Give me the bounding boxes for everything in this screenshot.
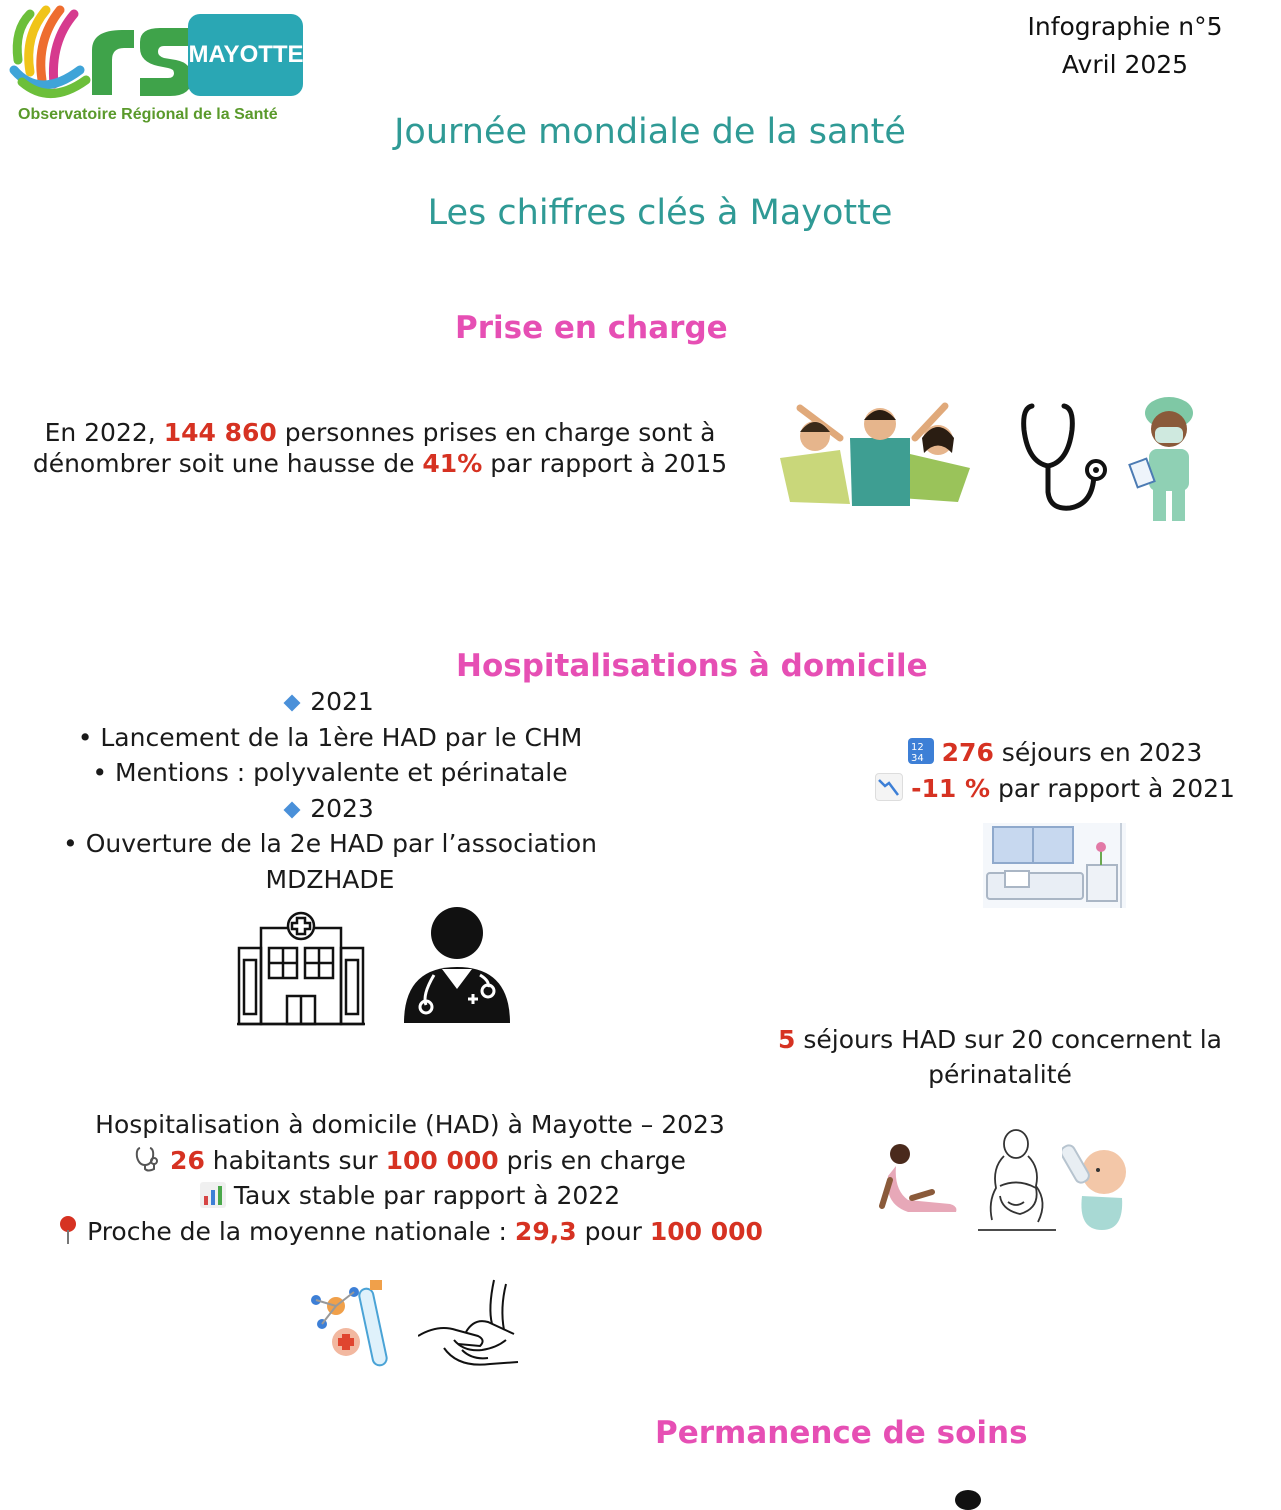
had-key-figures [860,735,1250,807]
text: personnes prises en charge sont à dénombrer soit une hausse de [32,418,716,478]
value-prises-en-charge: 144 860 [163,418,277,447]
had-statistics [40,1107,780,1249]
text: Proche de la moyenne nationale : [87,1216,507,1246]
page-subtitle: Les chiffres clés à Mayotte [427,193,893,233]
text: En 2022, [44,418,156,447]
infographic-info [1000,8,1250,84]
happy-people-icon [770,398,980,508]
value-population: 100 000 [385,1145,499,1175]
value-hausse: 41% [422,449,483,478]
numbers-icon [908,738,934,764]
timeline-item: • Lancement de la 1ère HAD par le CHM [77,722,583,752]
text: pris en charge [506,1145,686,1175]
bar-chart-icon [200,1182,226,1208]
science-icon [308,1278,390,1370]
timeline-item: • Ouverture de la 2e HAD par l’association [63,829,597,858]
pin-icon [57,1215,79,1245]
text: habitants sur [212,1145,378,1175]
stethoscope-icon [134,1145,162,1173]
had-perinatalite [760,1022,1240,1092]
timeline-year: 2021 [310,687,374,716]
text: pour [584,1216,642,1246]
diamond-bullet-icon [284,695,301,712]
yoga-woman-icon [878,1140,960,1220]
logo-subtitle: Observatoire Régional de la Santé [18,106,278,123]
person-icon [955,1490,981,1510]
timeline-year: 2023 [310,793,374,823]
value-moyenne-nationale: 29,3 [514,1216,577,1246]
diamond-bullet-icon [284,801,301,818]
chart-down-icon [875,773,903,801]
nurse-icon [1125,395,1210,527]
baby-bottle-icon [1062,1140,1130,1232]
value-evolution: -11 % [911,774,990,803]
text: par rapport à 2021 [997,774,1235,803]
value-sejours: 276 [941,738,994,767]
svg-text:34: 34 [910,753,924,764]
logo-region: MAYOTTE [188,41,304,68]
timeline-item: MDZHADE [265,864,395,894]
text: par rapport à 2015 [490,449,728,478]
doctor-icon [402,905,512,1027]
section-heading-permanence: Permanence de soins [655,1415,1028,1451]
value-population: 100 000 [649,1216,763,1246]
stethoscope-icon [1020,400,1110,515]
svg-text:12: 12 [910,742,924,753]
infographic-number: Infographie n°5 [1027,12,1223,41]
pregnant-woman-icon [978,1128,1056,1233]
value-habitants: 26 [170,1145,205,1175]
bedroom-icon [983,823,1126,908]
infographic-date: Avril 2025 [1061,50,1189,79]
stats-title: Hospitalisation à domicile (HAD) à Mayotte – 2023 [95,1110,725,1139]
section-heading-prise-en-charge: Prise en charge [455,310,728,346]
had-timeline [40,684,620,897]
timeline-item: • Mentions : polyvalente et périnatale [92,758,568,787]
text: séjours en 2023 [1001,738,1203,767]
hospital-icon [237,910,365,1028]
page-title: Journée mondiale de la santé [394,112,906,152]
text: Taux stable par rapport à 2022 [233,1181,621,1210]
text: séjours HAD sur 20 concernent la périnatalité [803,1025,1222,1089]
prise-en-charge-text [20,417,740,479]
value-perinatalite: 5 [778,1025,796,1054]
holding-hands-icon [418,1278,526,1372]
section-heading-had: Hospitalisations à domicile [456,648,928,684]
